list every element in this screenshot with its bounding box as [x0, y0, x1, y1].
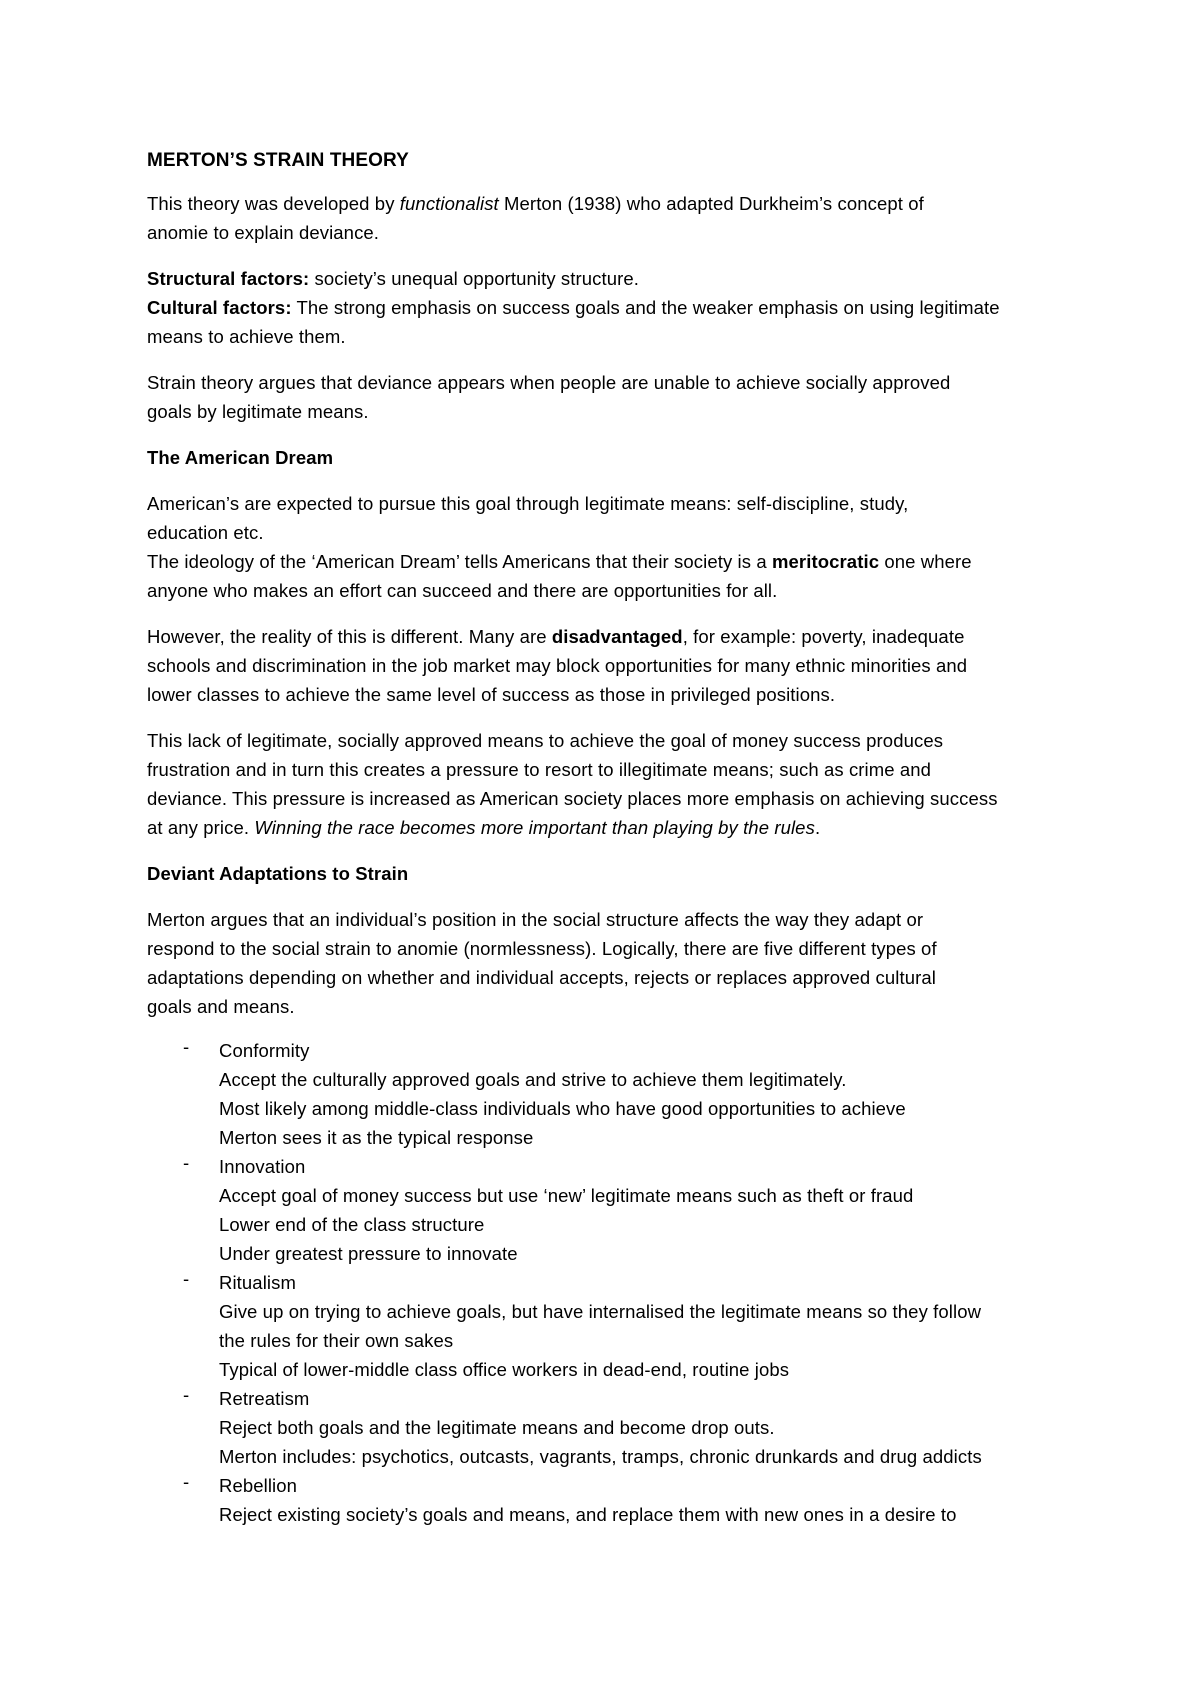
disadvantaged-term: disadvantaged: [551, 626, 683, 647]
ad-p3-text-a: at any price.: [147, 817, 255, 838]
ad-p3-line-1: This lack of legitimate, socially approved means to achieve the goal of money success produces: [147, 730, 944, 751]
ad-p1-line-3: [147, 547, 1067, 576]
list-item-title: Ritualism: [219, 1272, 296, 1293]
list-item: [147, 1036, 1067, 1152]
ad-p1-text-c: one where: [879, 551, 972, 572]
cultural-factors-line: [147, 293, 1067, 322]
list-item-detail: Accept the culturally approved goals and strive to achieve them legitimately.: [219, 1069, 847, 1090]
list-item: [147, 1384, 1067, 1471]
strain-line-2: goals by legitimate means.: [147, 401, 369, 422]
american-dream-heading: The American Dream: [147, 447, 334, 468]
list-bullet-dash: -: [183, 1152, 190, 1173]
ad-p3-italic-quote: Winning the race becomes more important than playing by the rules: [254, 817, 815, 838]
intro-line-2: anomie to explain deviance.: [147, 222, 380, 243]
list-item-detail: Reject both goals and the legitimate means and become drop outs.: [219, 1417, 775, 1438]
ad-p2-line-2: schools and discrimination in the job market may block opportunities for many ethnic minorities and: [147, 655, 968, 676]
list-item: [147, 1471, 1067, 1529]
intro-italic-term: functionalist: [399, 193, 499, 214]
list-item-detail: Most likely among middle-class individuals who have good opportunities to achieve: [219, 1098, 906, 1119]
document-body: [147, 146, 1067, 1529]
structural-factors-line: [147, 264, 1067, 293]
ad-p2-text-a: However, the reality of this is different. Many are: [147, 626, 552, 647]
list-item-detail: Reject existing society’s goals and means, and replace them with new ones in a desire to: [219, 1504, 957, 1525]
list-bullet-dash: -: [183, 1384, 190, 1405]
ad-p3-text-b: .: [814, 817, 821, 838]
adapt-line-3: adaptations depending on whether and individual accepts, rejects or replaces approved cultural: [147, 967, 936, 988]
cultural-factors-label: Cultural factors:: [147, 297, 292, 318]
adaptations-paragraph: [147, 905, 1067, 1021]
list-item-title: Retreatism: [219, 1388, 310, 1409]
intro-paragraph: [147, 189, 1067, 247]
ad-p2-line-3: lower classes to achieve the same level of success as those in privileged positions.: [147, 684, 836, 705]
adaptations-heading: Deviant Adaptations to Strain: [147, 863, 409, 884]
structural-factors-text: society’s unequal opportunity structure.: [309, 268, 640, 289]
american-dream-paragraph-1: [147, 489, 1067, 605]
intro-text-b: Merton (1938) who adapted Durkheim’s concept of: [498, 193, 924, 214]
list-item: [147, 1152, 1067, 1268]
list-item-detail: Give up on trying to achieve goals, but have internalised the legitimate means so they follow: [219, 1301, 982, 1322]
ad-p3-line-3: deviance. This pressure is increased as American society places more emphasis on achieving success: [147, 788, 998, 809]
cultural-factors-line-2: means to achieve them.: [147, 326, 346, 347]
ad-p3-line-4: [147, 813, 1067, 842]
list-bullet-dash: -: [183, 1268, 190, 1289]
list-bullet-dash: -: [183, 1036, 190, 1057]
adaptation-list: [147, 1036, 1067, 1529]
factors-paragraph: [147, 264, 1067, 351]
ad-p1-text-a: The ideology of the ‘American Dream’ tells Americans that their society is a: [147, 551, 772, 572]
list-item-title: Innovation: [219, 1156, 306, 1177]
list-item-detail: Under greatest pressure to innovate: [219, 1243, 518, 1264]
list-item-detail: Accept goal of money success but use ‘new’ legitimate means such as theft or fraud: [219, 1185, 914, 1206]
list-item-detail: Typical of lower-middle class office workers in dead-end, routine jobs: [219, 1359, 790, 1380]
list-item: [147, 1268, 1067, 1384]
ad-p1-line-2: education etc.: [147, 522, 264, 543]
list-item-detail: Merton sees it as the typical response: [219, 1127, 534, 1148]
meritocratic-term: meritocratic: [771, 551, 880, 572]
ad-p2-text-c: , for example: poverty, inadequate: [682, 626, 965, 647]
list-bullet-dash: -: [183, 1471, 190, 1492]
adapt-line-4: goals and means.: [147, 996, 295, 1017]
strain-paragraph: [147, 368, 1067, 426]
list-item-title: Rebellion: [219, 1475, 298, 1496]
ad-p2-line-1: [147, 622, 1067, 651]
list-item-detail: Lower end of the class structure: [219, 1214, 485, 1235]
american-dream-paragraph-3: [147, 726, 1067, 842]
american-dream-paragraph-2: [147, 622, 1067, 709]
adapt-line-1: Merton argues that an individual’s position in the social structure affects the way they adapt or: [147, 909, 924, 930]
ad-p1-line-4: anyone who makes an effort can succeed and there are opportunities for all.: [147, 580, 778, 601]
list-item-detail: Merton includes: psychotics, outcasts, vagrants, tramps, chronic drunkards and drug addicts: [219, 1446, 982, 1467]
list-item-detail: the rules for their own sakes: [219, 1330, 454, 1351]
cultural-factors-text: The strong emphasis on success goals and the weaker emphasis on using legitimate: [291, 297, 1000, 318]
document-title: MERTON’S STRAIN THEORY: [147, 150, 409, 171]
intro-text-a: This theory was developed by: [147, 193, 400, 214]
adapt-line-2: respond to the social strain to anomie (normlessness). Logically, there are five different types of: [147, 938, 937, 959]
strain-line-1: Strain theory argues that deviance appears when people are unable to achieve socially approved: [147, 372, 951, 393]
intro-line-1: [147, 189, 1067, 218]
ad-p3-line-2: frustration and in turn this creates a pressure to resort to illegitimate means; such as crime and: [147, 759, 932, 780]
structural-factors-label: Structural factors:: [147, 268, 310, 289]
ad-p1-line-1: American’s are expected to pursue this goal through legitimate means: self-discipline, study,: [147, 493, 909, 514]
list-item-title: Conformity: [219, 1040, 310, 1061]
